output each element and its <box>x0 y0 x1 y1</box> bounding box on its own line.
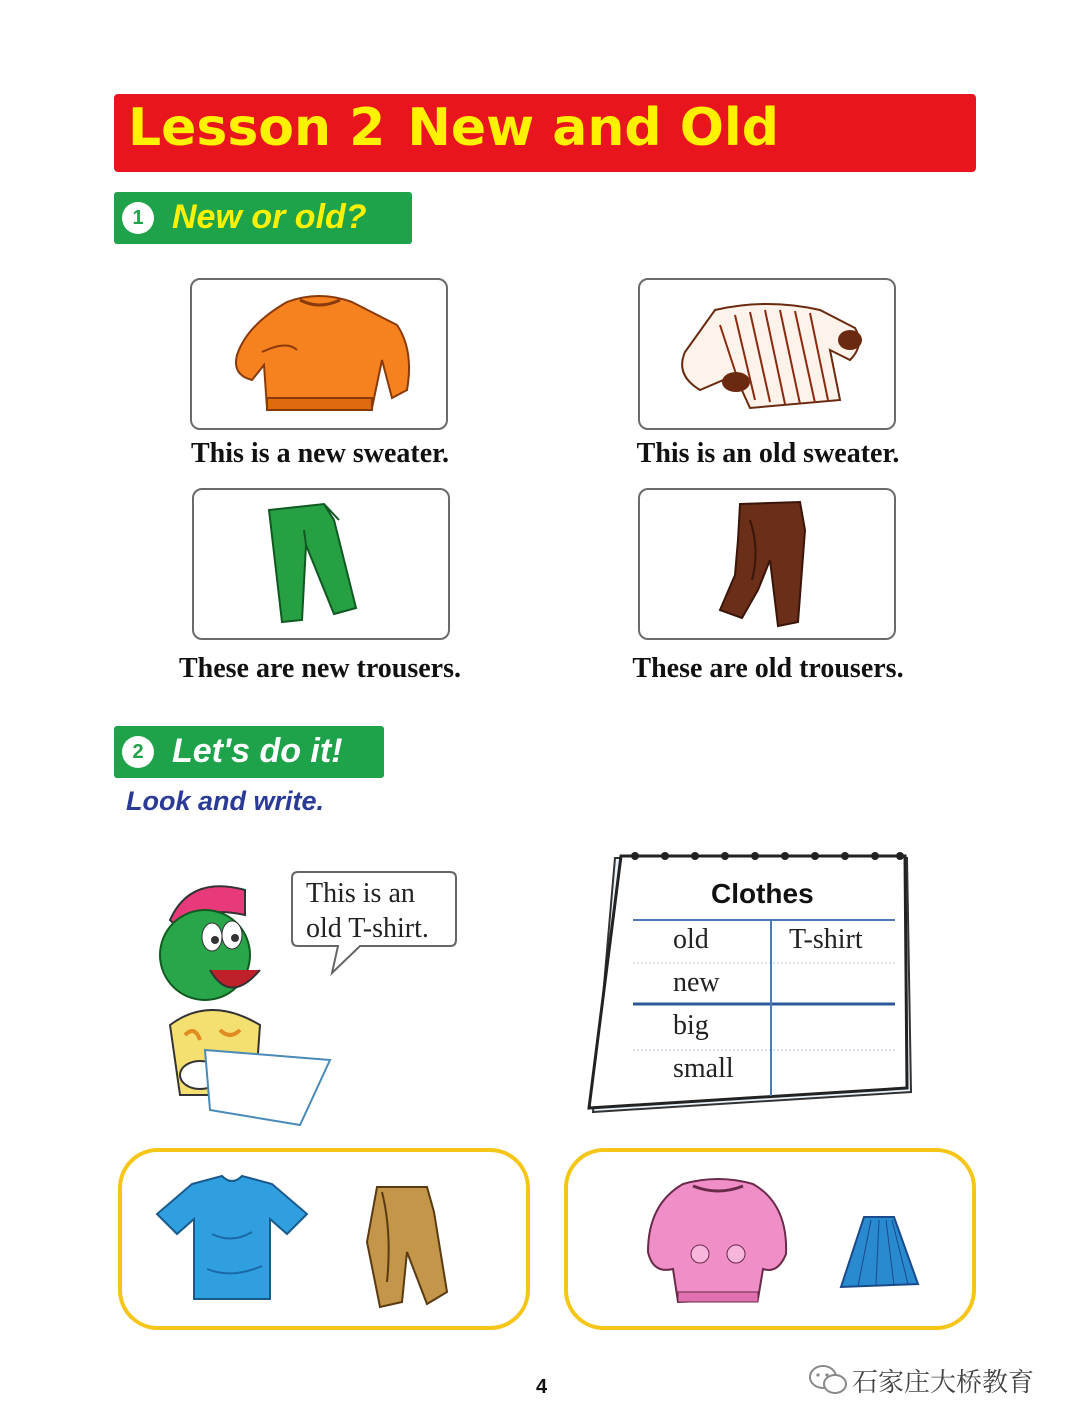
caption-old-sweater: This is an old sweater. <box>636 438 900 469</box>
lesson-title <box>128 98 779 158</box>
caption-new-trousers: These are new trousers. <box>178 653 462 684</box>
lesson-number: Lesson 2 <box>128 98 386 158</box>
orange-sweater-icon <box>192 280 446 428</box>
speech-bubble-line-2: old T-shirt. <box>306 913 429 944</box>
green-trousers-icon <box>194 490 448 638</box>
section-2-header <box>114 726 384 778</box>
brown-trousers-icon <box>640 490 894 638</box>
speech-bubble-line-1: This is an <box>306 878 415 909</box>
striped-sweater-icon <box>640 280 894 428</box>
section-2-number: 2 <box>122 736 154 768</box>
page-number: 4 <box>536 1376 548 1398</box>
caption-new-sweater: This is a new sweater. <box>191 438 449 469</box>
blue-skirt-icon <box>836 1212 926 1302</box>
picture-new-sweater <box>190 278 448 430</box>
clothes-chart-title: Clothes <box>711 878 814 909</box>
pink-sweater-icon <box>638 1174 798 1314</box>
table-cell-adjective: old <box>673 924 709 955</box>
lesson-name: New and Old <box>407 98 779 158</box>
choice-box-2 <box>564 1148 976 1330</box>
watermark-text: 石家庄大桥教育 <box>852 1368 1035 1398</box>
choice-box-1 <box>118 1148 530 1330</box>
picture-new-trousers <box>192 488 450 640</box>
section-1-label: New or old? <box>172 198 367 236</box>
table-cell-adjective: new <box>673 967 720 998</box>
tan-trousers-icon <box>362 1182 452 1312</box>
picture-old-sweater <box>638 278 896 430</box>
blue-tshirt-icon <box>152 1174 312 1304</box>
wechat-icon <box>808 1364 848 1396</box>
picture-old-trousers <box>638 488 896 640</box>
instruction-text: Look and write. <box>126 786 325 816</box>
table-cell-item: T-shirt <box>789 924 863 955</box>
table-cell-adjective: small <box>673 1053 734 1084</box>
table-cell-adjective: big <box>673 1010 709 1041</box>
caption-old-trousers: These are old trousers. <box>632 653 904 684</box>
clothes-chart <box>585 850 915 1122</box>
section-1-number: 1 <box>122 202 154 234</box>
speech-bubble <box>290 868 460 978</box>
section-2-label: Let's do it! <box>172 732 343 770</box>
section-1-header <box>114 192 412 244</box>
lesson-banner <box>114 94 976 172</box>
watermark <box>808 1360 1058 1400</box>
